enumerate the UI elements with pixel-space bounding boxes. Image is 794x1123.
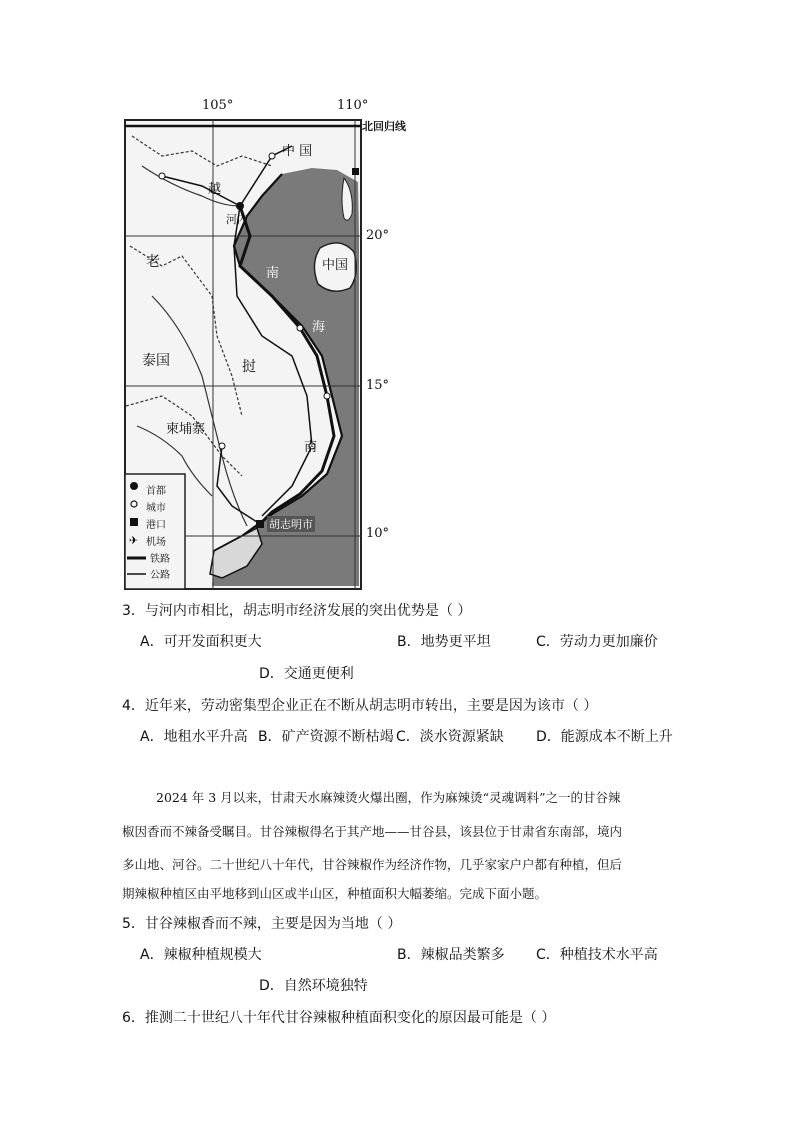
legend-city: 城市 [146,503,166,514]
south-sea-hai-label: 海 [312,320,326,335]
svg-text:✈: ✈ [129,534,139,547]
laos-lao-label: 老 [146,254,160,270]
passage-line-2: 椒因香而不辣备受瞩目。甘谷辣椒得名于其产地——甘谷县，该县位于甘肃省东南部，境内 [122,824,623,839]
question-5-option-d[interactable]: D．自然环境独特 [259,978,368,994]
legend-airport: 机场 [146,537,166,548]
question-5-option-b[interactable]: B．辣椒品类繁多 [397,947,505,963]
south-sea-nan-label: 南 [266,266,280,281]
question-3-option-a[interactable]: A．可开发面积更大 [140,634,262,650]
passage-line-1: 2024 年 3 月以来，甘肃天水麻辣烫火爆出圈，作为麻辣烫“灵魂调料”之一的甘谷辣 [156,790,621,805]
lon-105-label: 105° [202,98,234,113]
thailand-label: 泰国 [142,353,170,369]
question-3-option-d[interactable]: D．交通更便利 [259,666,354,682]
question-4-option-d[interactable]: D．能源成本不断上升 [536,729,673,745]
hcmc-label: 胡志明市 [269,518,313,531]
question-3-stem: 3．与河内市相比，胡志明市经济发展的突出优势是（ ） [122,603,472,619]
legend-port: 港口 [146,520,166,531]
laos-wo-label: 挝 [242,359,256,375]
question-5-option-a[interactable]: A．辣椒种植规模大 [140,947,262,963]
question-4-option-b[interactable]: B．矿产资源不断枯竭 [258,729,394,745]
legend-railway: 铁路 [150,554,170,565]
vietnam-map [122,96,418,592]
passage-line-4: 期辣椒种植区由平地移到山区或半山区，种植面积大幅萎缩。完成下面小题。 [122,886,548,901]
lat-15-label: 15° [366,378,390,393]
cambodia-label: 柬埔寨 [166,422,206,437]
hanoi-label: 河内 [226,213,248,226]
question-4-option-a[interactable]: A．地租水平升高 [140,729,248,745]
lat-20-label: 20° [366,228,390,243]
lat-10-label: 10° [366,526,390,541]
vietnam-yue-label: 越 [208,182,222,197]
question-3-option-c[interactable]: C．劳动力更加廉价 [536,634,658,650]
vietnam-nan-label: 南 [304,440,318,455]
question-5-stem: 5．甘谷辣椒香而不辣，主要是因为当地（ ） [122,916,402,932]
tropic-label: 北回归线 [362,120,406,133]
question-4-stem: 4．近年来，劳动密集型企业正在不断从胡志明市转出，主要是因为该市（ ） [122,698,598,714]
legend-capital: 首都 [146,486,166,497]
china-north-label: 中 国 [282,144,313,159]
question-6-stem: 6．推测二十世纪八十年代甘谷辣椒种植面积变化的原因最可能是（ ） [122,1010,556,1026]
question-5-option-c[interactable]: C．种植技术水平高 [536,947,658,963]
passage-line-3: 多山地、河谷。二十世纪八十年代，甘谷辣椒作为经济作物，几乎家家户户都有种植，但后 [122,857,623,872]
lon-110-label: 110° [337,98,369,113]
question-4-option-c[interactable]: C．淡水资源紧缺 [396,729,504,745]
china-hainan-label: 中国 [322,258,349,273]
legend-road: 公路 [150,570,170,581]
question-3-option-b[interactable]: B．地势更平坦 [397,634,491,650]
